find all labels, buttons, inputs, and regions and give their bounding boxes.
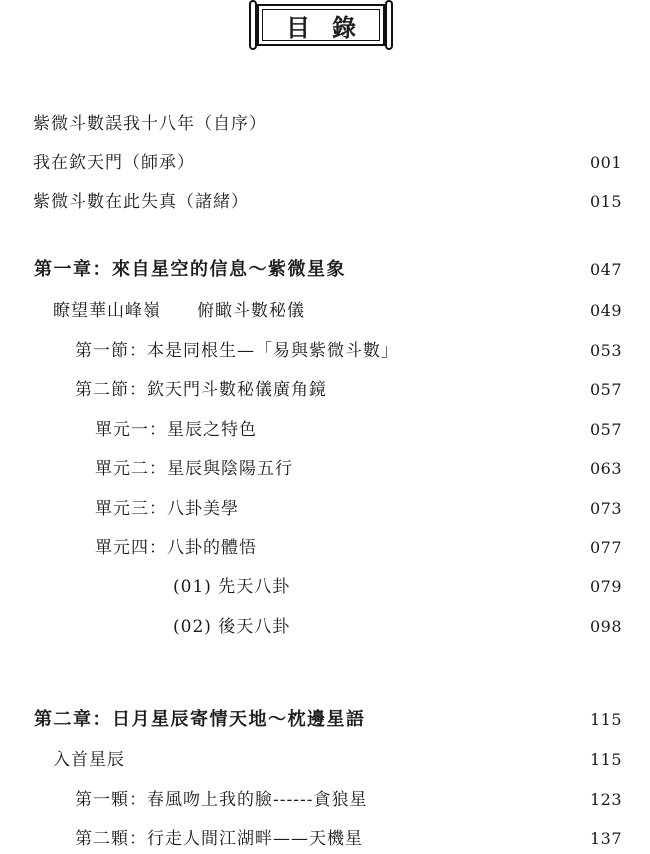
entry-label: 入首星辰 [53,750,125,770]
toc-entry-preface[interactable] [0,109,650,139]
entry-page: 115 [589,710,622,729]
entry-page: 098 [589,617,622,636]
page-title: 目錄 [286,13,378,42]
entry-page: 137 [589,829,622,848]
entry-label: 第一節：本是同根生—「易與紫微斗數」 [75,341,399,361]
chapter-label: 第二章：日月星辰寄情天地～枕邊星語 [34,709,366,730]
toc-entry[interactable] [0,612,650,642]
toc-entry[interactable] [0,745,650,775]
toc-entry[interactable] [0,296,650,326]
entry-page: 057 [589,380,622,399]
entry-page: 079 [589,577,622,596]
toc-chapter-1[interactable] [0,255,650,285]
entry-label: 單元一：星辰之特色 [95,420,257,440]
entry-page: 077 [589,538,622,557]
entry-label: 第二節：欽天門斗數秘儀廣角鏡 [75,380,327,400]
entry-page: 073 [589,499,622,518]
entry-label: 單元三：八卦美學 [95,499,239,519]
entry-page: 053 [589,341,622,360]
entry-page: 123 [589,790,622,809]
entry-page: 015 [589,192,622,211]
entry-page: 049 [589,301,622,320]
entry-label: 瞭望華山峰嶺 俯瞰斗數秘儀 [53,301,305,321]
toc-entry[interactable] [0,187,650,217]
toc-entry[interactable] [0,785,650,815]
entry-label: 第二顆：行走人間江湖畔——天機星 [75,829,363,849]
entry-label: 單元四：八卦的體悟 [95,538,257,558]
toc-entry[interactable] [0,494,650,524]
toc-entry[interactable] [0,415,650,445]
entry-page: 047 [589,260,622,279]
toc-entry[interactable] [0,572,650,602]
entry-label: (02) 後天八卦 [173,617,291,637]
toc-entry[interactable] [0,336,650,366]
entry-label: 單元二：星辰與陰陽五行 [95,459,293,479]
entry-label: 紫微斗數誤我十八年（自序） [33,114,267,134]
entry-page: 057 [589,420,622,439]
entry-label: (01) 先天八卦 [173,577,291,597]
entry-page: 063 [589,459,622,478]
entry-label: 紫微斗數在此失真（諸緒） [33,192,249,212]
entry-label: 我在欽天門（師承） [33,153,195,173]
entry-page: 001 [589,153,622,172]
toc-entry[interactable] [0,375,650,405]
toc-entry[interactable] [0,533,650,563]
toc-chapter-2[interactable] [0,705,650,735]
chapter-label: 第一章：來自星空的信息～紫微星象 [34,259,346,280]
toc-entry[interactable] [0,454,650,484]
entry-label: 第一顆：春風吻上我的臉------貪狼星 [75,790,368,810]
entry-page: 115 [589,750,622,769]
toc-entry[interactable] [0,148,650,178]
